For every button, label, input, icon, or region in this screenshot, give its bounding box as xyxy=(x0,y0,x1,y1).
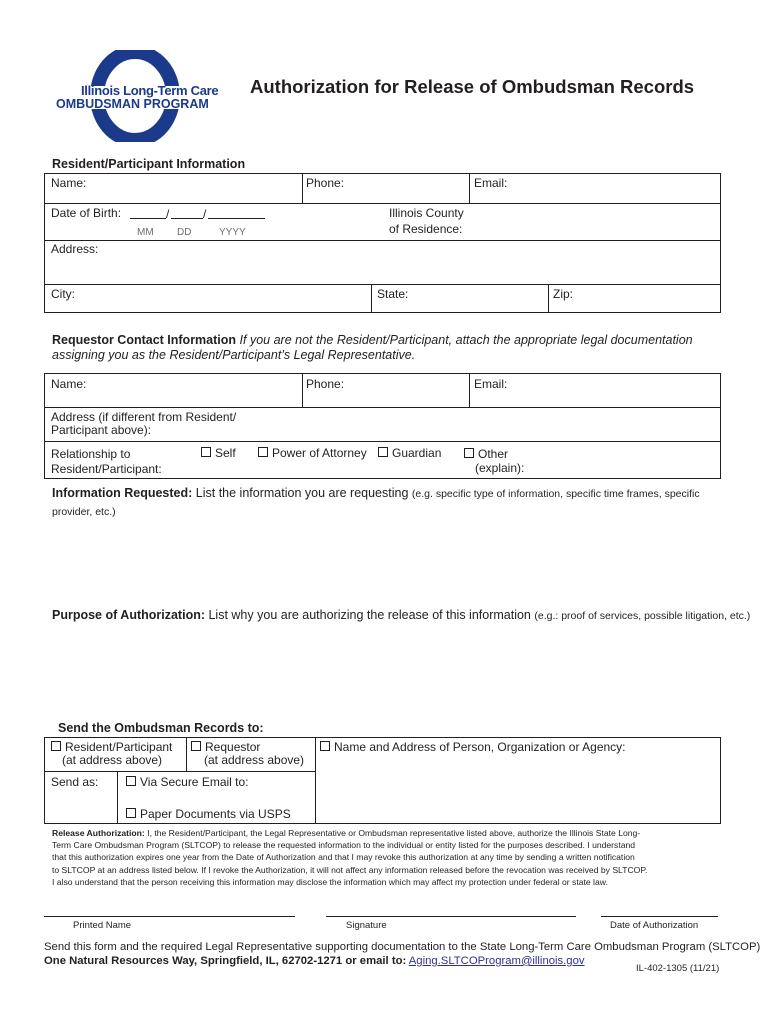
requestor-address-field[interactable]: Address (if different from Resident/ Participant above): xyxy=(51,410,237,437)
requestor-phone-field[interactable]: Phone: xyxy=(306,377,345,391)
dob-mm-hint: MM xyxy=(137,227,154,238)
requestor-name-field[interactable]: Name: xyxy=(51,377,87,391)
printed-name-label: Printed Name xyxy=(73,920,132,931)
checkbox-icon xyxy=(126,776,136,786)
resident-city-field[interactable]: City: xyxy=(51,287,75,301)
checkbox-icon xyxy=(201,447,211,457)
requestor-email-field[interactable]: Email: xyxy=(474,377,508,391)
checkbox-icon xyxy=(378,447,388,457)
relationship-other-checkbox[interactable]: Other (explain): xyxy=(464,447,524,475)
checkbox-icon xyxy=(191,741,201,751)
logo-line-1: Illinois Long-Term Care xyxy=(81,83,219,98)
date-line[interactable] xyxy=(601,916,718,917)
send-secure-email-checkbox[interactable]: Via Secure Email to: xyxy=(126,776,249,789)
footer-instructions: Send this form and the required Legal Representative supporting documentation to the State Long-Term Care Ombudsman Program (SLTCOP) xyxy=(44,941,761,953)
send-as-label: Send as: xyxy=(51,775,99,789)
release-authorization-text: Release Authorization: I, the Resident/Participant, the Legal Representative or Ombudsman representative listed above, authorize the Illinois State Long- Term Care Ombudsman Program (SLTCOP) to release the requested information to the individual or entity listed for the purposes described. I understand that this authorization expires one year from the Date of Authorization and that I may revoke this authorization at any time by sending a written notification to SLTCOP at an address listed below. If I revoke the Authorization, it will not affect any information released before the revocation was received by SLTCOP. I also understand that the person receiving this information may disclose the information which may affect my protection under federal or state law. xyxy=(52,828,648,887)
resident-address-field[interactable]: Address: xyxy=(51,242,99,256)
send-usps-checkbox[interactable]: Paper Documents via USPS xyxy=(126,808,291,821)
footer-email-link[interactable]: Aging.SLTCOProgram@illinois.gov xyxy=(408,955,585,967)
resident-state-field[interactable]: State: xyxy=(377,287,409,301)
resident-email-field[interactable]: Email: xyxy=(474,176,508,190)
program-logo xyxy=(55,50,219,142)
checkbox-icon xyxy=(126,808,136,818)
date-label: Date of Authorization xyxy=(610,920,699,931)
relationship-guardian-checkbox[interactable]: Guardian xyxy=(378,447,441,460)
dob-yyyy-hint: YYYY xyxy=(219,227,246,238)
form-code: IL-402-1305 (11/21) xyxy=(636,963,720,974)
form-title: Authorization for Release of Ombudsman Records xyxy=(250,76,695,97)
resident-zip-field[interactable]: Zip: xyxy=(553,287,574,301)
signature-label: Signature xyxy=(346,920,387,931)
send-other-party-checkbox[interactable]: Name and Address of Person, Organization or Agency: xyxy=(320,741,626,754)
send-requestor-checkbox[interactable]: Requestor (at address above) xyxy=(191,741,304,767)
resident-dob-label: Date of Birth: xyxy=(51,206,122,220)
dob-dd-hint: DD xyxy=(177,227,192,238)
purpose-field[interactable]: Purpose of Authorization: List why you are authorizing the release of this information (e.g.: proof of services, possible litigation, etc.) xyxy=(52,608,751,622)
resident-phone-field[interactable]: Phone: xyxy=(306,176,345,190)
info-requested-field[interactable]: Information Requested: List the information you are requesting (e.g. specific type of information, specific time frames, specific provider, etc.) xyxy=(52,486,700,518)
checkbox-icon xyxy=(51,741,61,751)
signature-line[interactable] xyxy=(326,916,576,917)
send-resident-checkbox[interactable]: Resident/Participant (at address above) xyxy=(51,741,172,767)
requestor-section-heading: Requestor Contact Information If you are not the Resident/Participant, attach the appropriate legal documentation assigning you as the Resident/Participant’s Legal Representative. xyxy=(52,333,693,362)
checkbox-icon xyxy=(320,741,330,751)
send-records-heading: Send the Ombudsman Records to: xyxy=(58,721,264,735)
printed-name-line[interactable] xyxy=(44,916,295,917)
relationship-poa-checkbox[interactable]: Power of Attorney xyxy=(258,447,367,460)
resident-name-field[interactable]: Name: xyxy=(51,176,87,190)
resident-dob-field[interactable]: / / xyxy=(130,207,265,231)
footer-address: One Natural Resources Way, Springfield, IL, 62702-1271 or email to: Aging.SLTCOProgram@illinois.gov xyxy=(44,955,585,967)
relationship-label: Relationship to Resident/Participant: xyxy=(51,447,162,476)
resident-county-field[interactable]: Illinois County of Residence: xyxy=(389,206,464,236)
resident-section-heading: Resident/Participant Information xyxy=(52,157,246,171)
checkbox-icon xyxy=(464,448,474,458)
logo-line-2: OMBUDSMAN PROGRAM xyxy=(56,97,209,111)
relationship-self-checkbox[interactable]: Self xyxy=(201,447,236,460)
checkbox-icon xyxy=(258,447,268,457)
